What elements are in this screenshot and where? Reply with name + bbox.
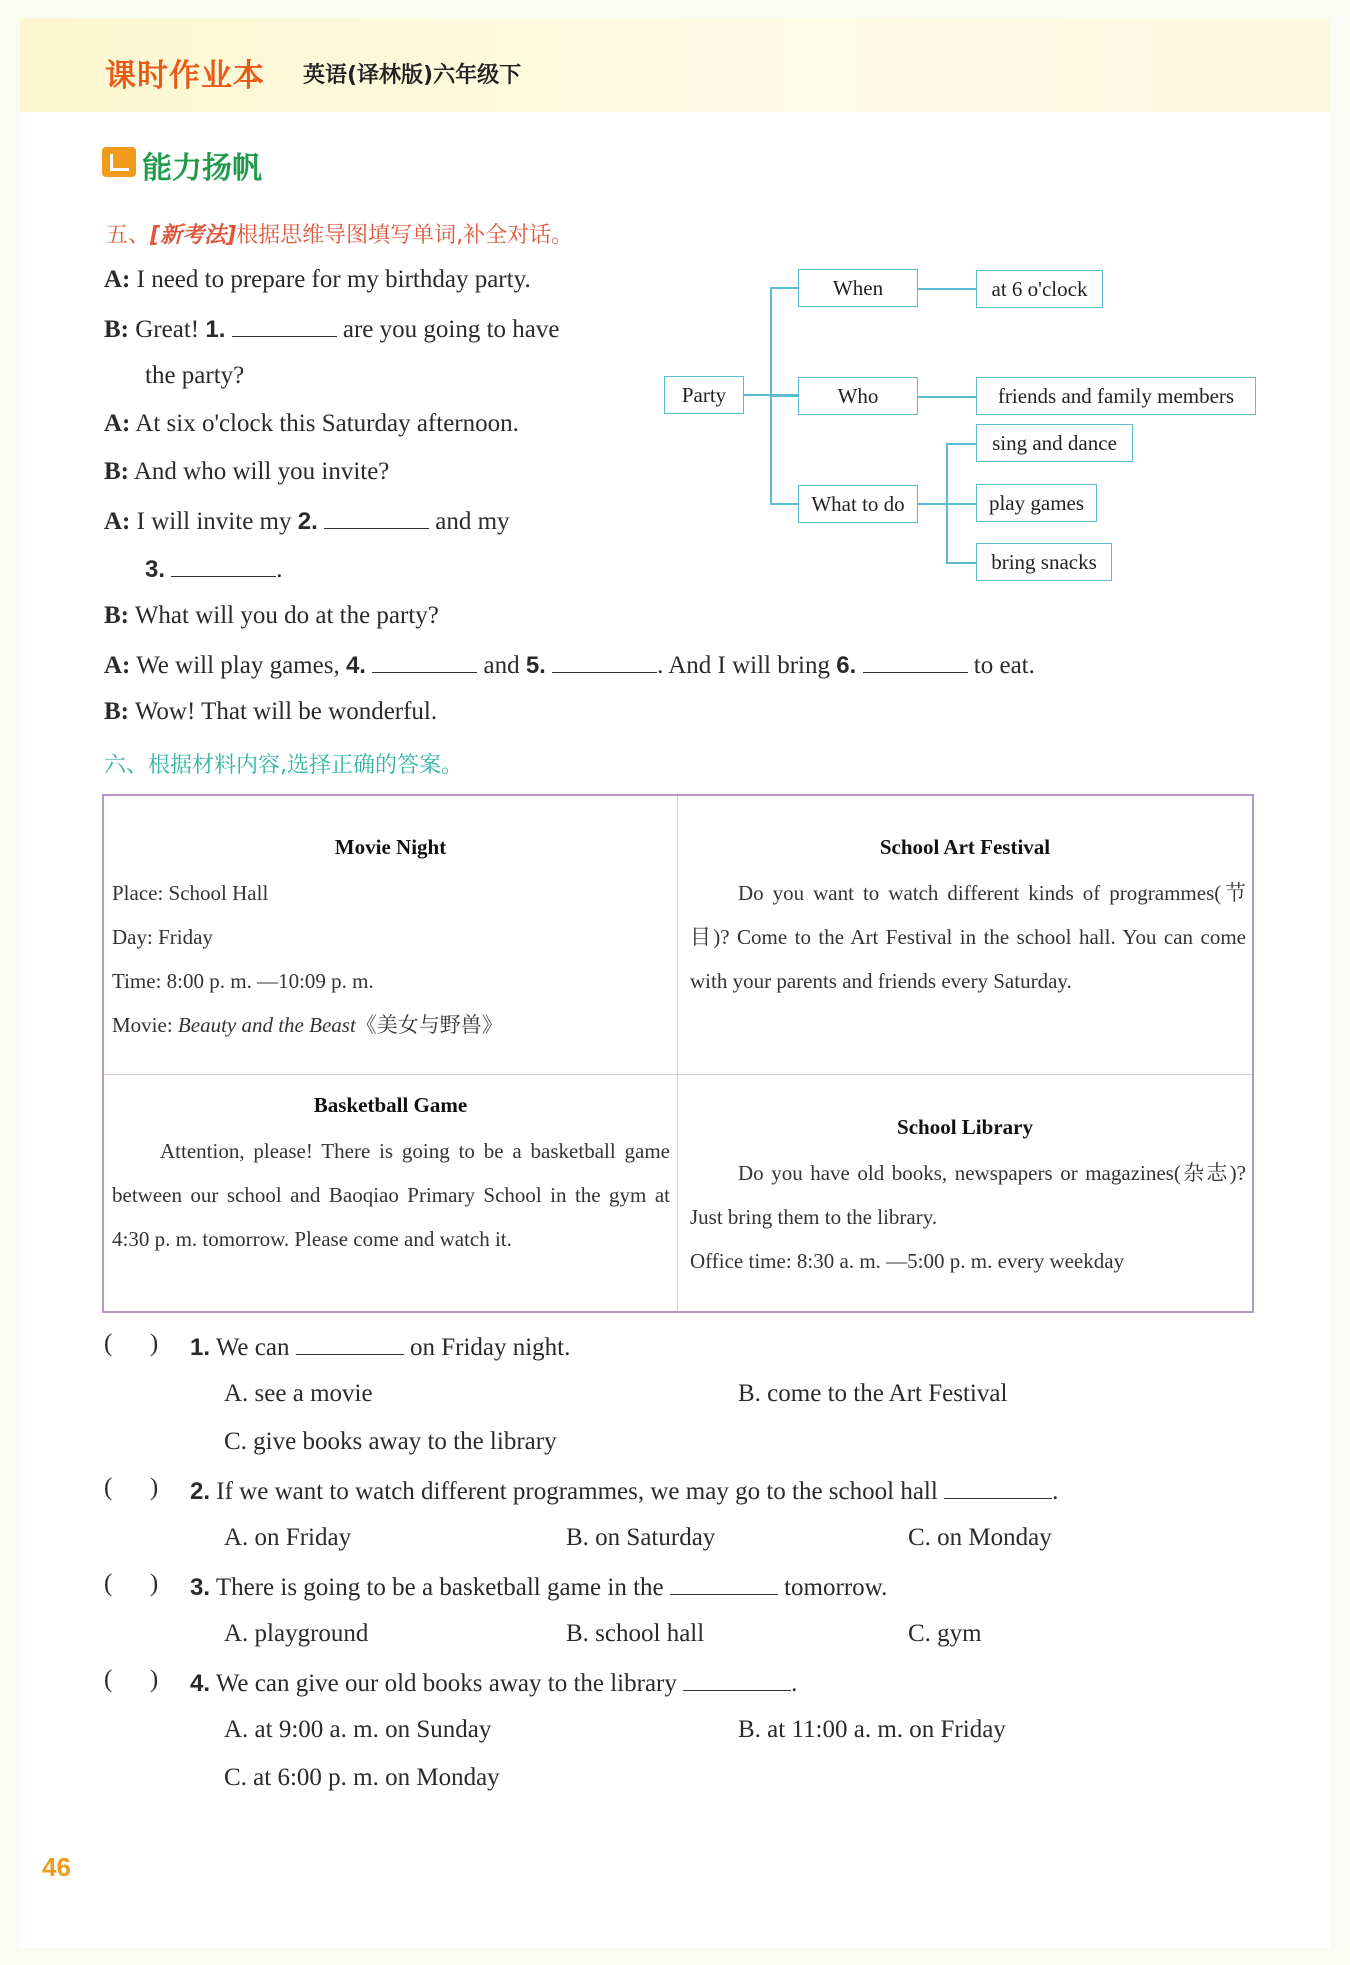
blank-number: 2.: [297, 508, 318, 535]
mm-connector: [770, 287, 800, 289]
dialogue-text: We will play games,: [136, 652, 340, 679]
brand-title: 课时作业本: [105, 58, 265, 94]
speaker: B:: [104, 602, 129, 629]
dialogue-text: and: [483, 652, 520, 679]
dialogue-line-2: [104, 314, 559, 344]
speaker: B:: [104, 698, 129, 725]
dialogue-text: And who will you invite?: [133, 458, 390, 485]
dialogue-line-5: [104, 458, 389, 486]
mm-connector: [770, 503, 800, 505]
blank-number: 1.: [205, 316, 226, 343]
blank-number: 4.: [345, 652, 366, 679]
mm-node-who: Who: [798, 377, 918, 415]
dialogue-text: What will you do at the party?: [134, 602, 439, 629]
question-2: [190, 1476, 1058, 1506]
q4-option-c[interactable]: C. at 6:00 p. m. on Monday: [224, 1764, 500, 1791]
speaker: A:: [104, 508, 131, 535]
basketball-text: Attention, please! There is going to be a basketball game between our school and Baoqiao Primary School in the gym at 4:30 p. m. tomorrow. Please come and watch it.: [112, 1139, 670, 1251]
movie-day: Day: Friday: [112, 925, 213, 949]
dialogue-text: Wow! That will be wonderful.: [134, 698, 438, 725]
question-text: tomorrow.: [784, 1574, 888, 1601]
blank-number: 6.: [836, 652, 857, 679]
art-festival-title: School Art Festival: [879, 835, 1051, 859]
question-text: We can: [215, 1334, 290, 1361]
mm-connector: [946, 503, 976, 505]
movie-label: Movie:: [112, 1013, 178, 1037]
answer-paren-3[interactable]: ( ): [104, 1570, 159, 1597]
question-text: .: [791, 1670, 798, 1697]
question-blank: [296, 1332, 404, 1355]
movie-place: Place: School Hall: [112, 881, 269, 905]
answer-blank-6[interactable]: [863, 650, 968, 673]
table-divider-horizontal: [104, 1074, 1252, 1075]
dialogue-line-7: [145, 554, 283, 584]
mm-node-what-answer-2: play games: [976, 484, 1097, 522]
question-4: [190, 1668, 797, 1698]
mm-node-when: When: [798, 269, 918, 307]
speaker: A:: [104, 410, 131, 437]
question-text: on Friday night.: [409, 1334, 571, 1361]
mm-connector: [946, 562, 976, 564]
mm-node-what-answer-3: bring snacks: [976, 543, 1112, 581]
dialogue-text: the party?: [145, 362, 245, 389]
dialogue-line-9: [104, 650, 1035, 680]
dialogue-line-10: [104, 698, 437, 726]
art-festival-text: Do you want to watch different kinds of programmes(节目)? Come to the Art Festival in the school hall. You can come with your parents and friends every Saturday.: [690, 881, 1246, 993]
question-blank: [683, 1668, 791, 1691]
dialogue-text: to eat.: [973, 652, 1035, 679]
speaker: B:: [104, 458, 129, 485]
speaker: A:: [104, 652, 131, 679]
answer-paren-2[interactable]: ( ): [104, 1474, 159, 1501]
question-1: [190, 1332, 570, 1362]
answer-blank-4[interactable]: [372, 650, 477, 673]
question-number: 4.: [190, 1670, 211, 1697]
mm-node-when-answer: at 6 o'clock: [976, 270, 1103, 308]
library-text: Do you have old books, newspapers or magazines(杂志)? Just bring them to the library.: [690, 1161, 1246, 1229]
new-exam-tag: [新考法]: [150, 223, 237, 248]
mm-connector: [918, 396, 976, 398]
question-text: .: [1052, 1478, 1059, 1505]
dialogue-text: At six o'clock this Saturday afternoon.: [135, 410, 519, 437]
movie-night-title: Movie Night: [334, 835, 447, 859]
book-subtitle: 英语(译林版)六年级下: [303, 63, 522, 88]
dialogue-line-4: [104, 410, 519, 438]
movie-name: Beauty and the Beast: [177, 1013, 356, 1037]
dialogue-line-6: [104, 506, 510, 536]
question-text: We can give our old books away to the library: [215, 1670, 677, 1697]
question-text: If we want to watch different programmes, we may go to the school hall: [216, 1478, 938, 1505]
question-3: [190, 1572, 887, 1602]
question-text: There is going to be a basketball game in the: [215, 1574, 664, 1601]
dialogue-text: . And I will bring: [657, 652, 831, 679]
mm-connector: [918, 503, 946, 505]
q1-option-a[interactable]: A. see a movie: [224, 1380, 373, 1407]
dialogue-text: I need to prepare for my birthday party.: [136, 266, 531, 293]
movie-time: Time: 8:00 p. m. —10:09 p. m.: [112, 969, 374, 993]
answer-paren-4[interactable]: ( ): [104, 1666, 159, 1693]
section-title: 能力扬帆: [142, 151, 262, 186]
mm-connector: [770, 395, 800, 397]
dialogue-line-3: [145, 362, 244, 390]
mm-node-what: What to do: [798, 485, 918, 523]
q3-option-b[interactable]: B. school hall: [566, 1620, 705, 1647]
library-office-time: Office time: 8:30 a. m. —5:00 p. m. every weekday: [690, 1249, 1125, 1273]
q4-option-b[interactable]: B. at 11:00 a. m. on Friday: [738, 1716, 1006, 1743]
mm-node-what-answer-1: sing and dance: [976, 424, 1133, 462]
library-title: School Library: [897, 1115, 1033, 1139]
part5-number: 五、: [106, 223, 151, 248]
blank-number: 3.: [145, 556, 166, 583]
movie-name-line: [112, 1003, 503, 1047]
answer-blank-1[interactable]: [232, 314, 337, 337]
mm-node-root: Party: [664, 376, 744, 414]
table-divider-vertical: [677, 796, 678, 1311]
dialogue-text: and my: [435, 508, 510, 535]
question-number: 2.: [190, 1478, 211, 1505]
q2-option-a[interactable]: A. on Friday: [224, 1524, 352, 1551]
question-number: 3.: [190, 1574, 211, 1601]
q3-option-c[interactable]: C. gym: [908, 1620, 982, 1647]
mm-connector: [918, 288, 976, 290]
dialogue-text: I will invite my: [136, 508, 292, 535]
question-number: 1.: [190, 1334, 211, 1361]
q3-option-a[interactable]: A. playground: [224, 1620, 369, 1647]
q2-option-c[interactable]: C. on Monday: [908, 1524, 1052, 1551]
q2-option-b[interactable]: B. on Saturday: [566, 1524, 716, 1551]
answer-blank-5[interactable]: [552, 650, 657, 673]
q1-option-b[interactable]: B. come to the Art Festival: [738, 1380, 1008, 1407]
blank-number: 5.: [525, 652, 546, 679]
page-number: 46: [42, 1852, 71, 1882]
question-blank: [944, 1476, 1052, 1499]
part5-instruction-text: 根据思维导图填写单词,补全对话。: [236, 223, 574, 248]
dialogue-text: are you going to have: [342, 316, 560, 343]
answer-blank-3[interactable]: [171, 554, 276, 577]
answer-paren-1[interactable]: ( ): [104, 1330, 159, 1357]
movie-name-cn: 《美女与野兽》: [355, 1013, 503, 1037]
basketball-title: Basketball Game: [313, 1093, 468, 1117]
section-icon: [102, 147, 136, 177]
dialogue-line-8: [104, 602, 439, 630]
dialogue-text: .: [276, 556, 283, 583]
speaker: A:: [104, 266, 131, 293]
part6-instruction: 六、根据材料内容,选择正确的答案。: [104, 753, 463, 778]
q1-option-c[interactable]: C. give books away to the library: [224, 1428, 557, 1455]
part5-instruction: [106, 218, 573, 249]
speaker: B:: [104, 316, 129, 343]
dialogue-text: Great!: [135, 316, 200, 343]
q4-option-a[interactable]: A. at 9:00 a. m. on Sunday: [224, 1716, 492, 1743]
dialogue-line-1: [104, 266, 531, 294]
answer-blank-2[interactable]: [324, 506, 429, 529]
question-blank: [670, 1572, 778, 1595]
mm-node-who-answer: friends and family members: [976, 377, 1256, 415]
mm-connector: [946, 443, 976, 445]
